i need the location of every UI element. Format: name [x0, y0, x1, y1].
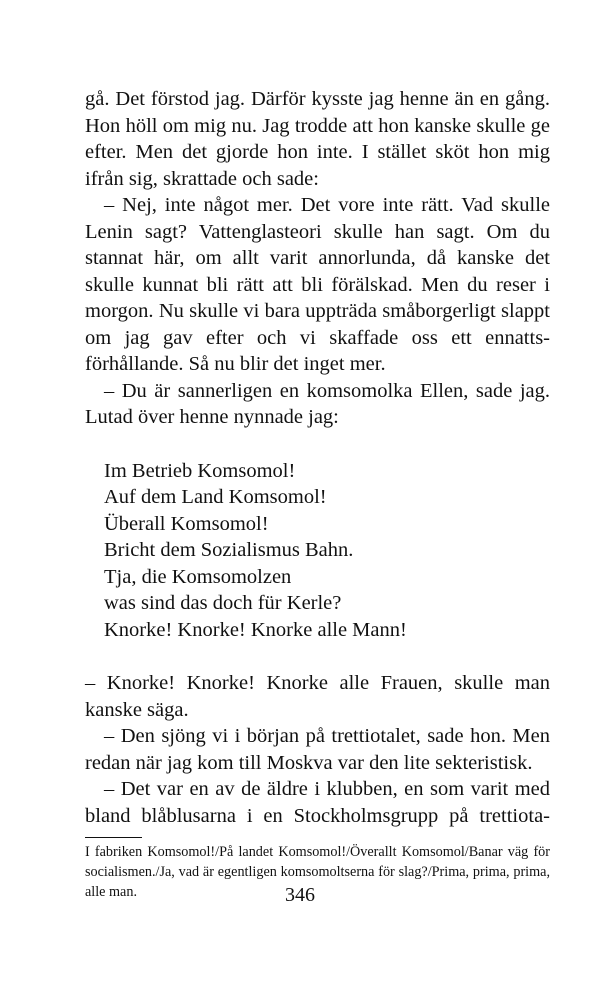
song-line: Im Betrieb Komsomol!	[104, 459, 296, 482]
page-content	[85, 86, 550, 902]
paragraph: – Du är sannerligen en komsomolka Ellen, sade jag. Lutad över henne nynnade jag:	[85, 379, 550, 428]
paragraph: – Nej, inte något mer. Det vore inte rätt. Vad skulle Lenin sagt? Vattenglasteori skulle han sagt. Om du stannat här, om allt varit annorlunda, då kanske det skulle kunnat bli rätt att bli förälskad. Men du reser i morgon. Nu skulle vi bara uppträda småborgerligt slappt om jag gav efter och vi skaffade oss ett ennatts-förhållande. Så nu blir det inget mer.	[85, 194, 550, 375]
page-number: 346	[285, 884, 315, 906]
paragraph: gå. Det förstod jag. Därför kysste jag henne än en gång. Hon höll om mig nu. Jag trodde att hon kanske skulle ge efter. Men det gjorde hon inte. I stället sköt hon mig ifrån sig, skrattade och sade:	[85, 88, 550, 190]
song-line: Bricht dem Sozialismus Bahn.	[104, 539, 354, 561]
paragraph: – Det var en av de äldre i klubben, en som varit med bland blåblusarna i en Stockholmsgrupp på trettiota-	[85, 778, 550, 827]
song-line: Auf dem Land Komsomol!	[104, 486, 327, 508]
footnote-divider	[85, 837, 142, 838]
main-text-continued	[85, 670, 550, 829]
song-line: Knorke! Knorke! Knorke alle Mann!	[104, 618, 407, 641]
song-line: Überall Komsomol!	[104, 512, 269, 535]
song-line: was sind das doch für Kerle?	[104, 592, 342, 614]
main-text	[85, 86, 550, 431]
paragraph: – Den sjöng vi i början på trettiotalet, sade hon. Men redan när jag kom till Moskva var den lite sekteristisk.	[85, 725, 550, 774]
song-line: Tja, die Komsomolzen	[104, 565, 292, 588]
footnote: I fabriken Komsomol!/På landet Komsomol!/Överallt Komsomol/Banar väg för socialismen./Ja, vad är egentligen komsomoltserna för slag?/Prima, prima, prima, alle man.	[85, 844, 550, 900]
paragraph: – Knorke! Knorke! Knorke alle Frauen, skulle man kanske säga.	[85, 672, 550, 721]
song-verse	[104, 458, 550, 644]
